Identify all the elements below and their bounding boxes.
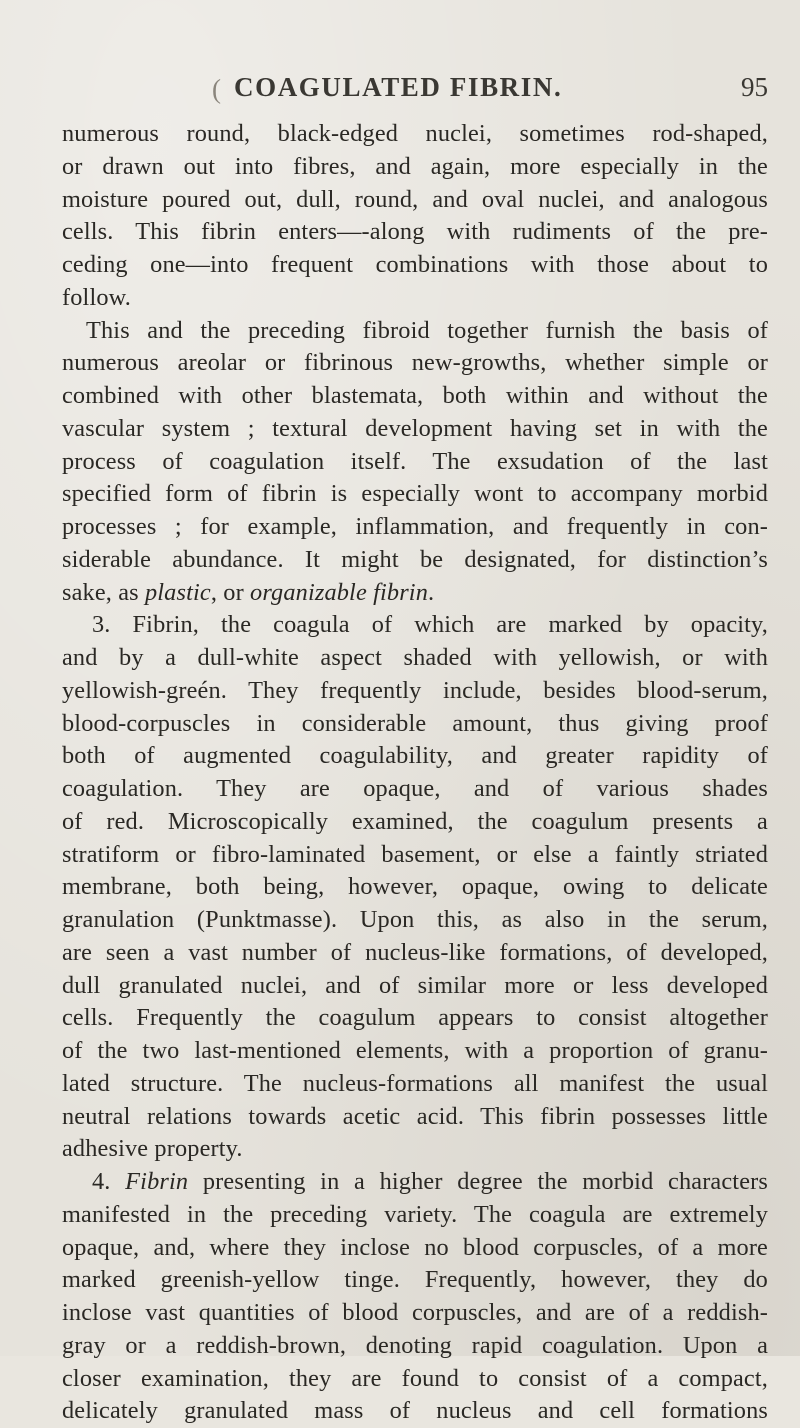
paragraph-start-line: 3. Fibrin, the coagula of which are marked by opacity, <box>92 611 768 639</box>
text-line: of the two last-mentioned elements, with a proportion of granu- <box>62 1037 768 1064</box>
text-segment: sake, as <box>62 578 145 606</box>
text-line: membrane, both being, however, opaque, owing to delicate <box>62 873 768 901</box>
chapter-title: COAGULATED FIBRIN. <box>234 72 563 102</box>
text-line: processes ; for example, inflammation, and frequently in con- <box>62 513 768 540</box>
text-line: adhesive property. <box>62 1135 243 1163</box>
text-segment: presenting in a higher degree the morbid characters <box>188 1168 768 1195</box>
text-line: marked greenish-yellow tinge. Frequently, however, they do <box>62 1266 768 1294</box>
text-line: or drawn out into fibres, and again, more especially in the <box>62 152 768 180</box>
text-line: numerous round, black-edged nuclei, sometimes rod-shaped, <box>62 120 768 147</box>
body-text <box>62 118 768 1428</box>
italic-term-fibrin: Fibrin <box>125 1168 189 1195</box>
text-line: granulation (Punktmasse). Upon this, as also in the serum, <box>62 906 768 933</box>
header-bracket: ( <box>212 74 223 104</box>
text-line: both of augmented coagulability, and greater rapidity of <box>62 742 768 770</box>
text-segment: . <box>428 578 435 606</box>
text-line: numerous areolar or fibrinous new-growths, whether simple or <box>62 349 768 377</box>
text-line: neutral relations towards acetic acid. This fibrin possesses little <box>62 1102 768 1130</box>
italic-term-plastic: plastic <box>144 578 211 606</box>
text-line: and by a dull-white aspect shaded with yellowish, or with <box>62 644 768 671</box>
text-line: of red. Microscopically examined, the coagulum presents a <box>62 807 768 835</box>
text-line: cells. This fibrin enters—-along with rudiments of the pre- <box>62 218 768 246</box>
text-line: vascular system ; textural development having set in with the <box>62 414 768 442</box>
text-line: coagulation. They are opaque, and of various shades <box>62 775 768 802</box>
text-line: specified form of fibrin is especially wont to accompany morbid <box>62 480 768 508</box>
text-line: blood-corpuscles in considerable amount, thus giving proof <box>62 709 768 737</box>
text-line: dull granulated nuclei, and of similar more or less developed <box>62 971 768 999</box>
text-line: opaque, and, where they inclose no blood corpuscles, of a more <box>62 1233 768 1261</box>
text-line-with-italics <box>62 577 768 610</box>
text-line: combined with other blastemata, both within and without the <box>62 382 768 409</box>
text-line: follow. <box>62 283 131 311</box>
text-segment: , or <box>210 578 251 606</box>
paragraph-start-line: This and the preceding fibroid together furnish the basis of <box>86 316 768 344</box>
text-line: siderable abundance. It might be designated, for distinction’s <box>62 545 768 573</box>
text-line: gray or a reddish-brown, denoting rapid coagulation. Upon a <box>62 1331 768 1359</box>
italic-term-organizable-fibrin: organizable fibrin <box>250 578 429 606</box>
text-line: process of coagulation itself. The exsudation of the last <box>62 447 768 475</box>
text-line: are seen a vast number of nucleus-like formations, of developed, <box>62 938 768 966</box>
text-line: closer examination, they are found to consist of a compact, <box>62 1364 768 1392</box>
page-number: 95 <box>741 72 768 102</box>
text-segment: 4. <box>92 1168 126 1195</box>
text-line: manifested in the preceding variety. The coagula are extremely <box>62 1200 768 1228</box>
running-head <box>212 72 768 112</box>
text-line: ceding one—into frequent combinations with those about to <box>62 251 768 278</box>
text-line: delicately granulated mass of nucleus and cell formations <box>62 1397 768 1425</box>
text-line: cells. Frequently the coagulum appears to consist altogether <box>62 1004 768 1032</box>
text-line: stratiform or fibro-laminated basement, or else a faintly striated <box>62 840 768 868</box>
text-line: lated structure. The nucleus-formations all manifest the usual <box>62 1069 768 1097</box>
text-line: yellowish-greén. They frequently include, besides blood-serum, <box>62 676 768 704</box>
paragraph-start-line-with-italics <box>62 1166 768 1199</box>
text-line: inclose vast quantities of blood corpuscles, and are of a reddish- <box>62 1299 768 1326</box>
text-line: moisture poured out, dull, round, and oval nuclei, and analogous <box>62 185 768 213</box>
